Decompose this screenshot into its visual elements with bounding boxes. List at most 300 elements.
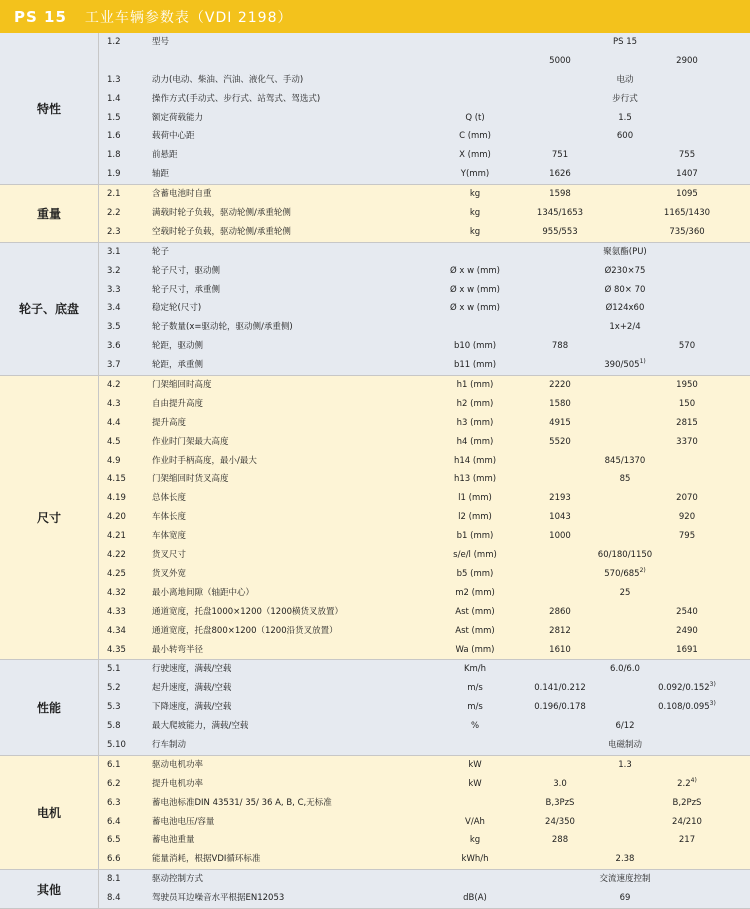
table-row [0, 775, 750, 794]
value-shared [500, 452, 750, 471]
spec-group [0, 870, 750, 909]
item-number: 6.3 [107, 797, 121, 808]
item-unit: b10 (mm) [453, 341, 497, 352]
item-number: 6.1 [107, 759, 121, 770]
value-text: 步行式 [612, 93, 638, 104]
footnote-mark: 1) [639, 358, 646, 366]
value-model-2900 [632, 433, 742, 452]
item-description: 轮子 [152, 246, 170, 257]
value-text: 3370 [676, 436, 698, 447]
item-description: 空载时轮子负载，驱动轮侧/承重轮侧 [152, 226, 291, 237]
footnote-mark: 2) [639, 567, 646, 575]
table-row [0, 603, 750, 622]
value-model-2900 [632, 146, 742, 165]
item-unit: Ast (mm) [455, 625, 495, 636]
model-title: PS 15 [14, 7, 67, 26]
item-number: 1.8 [107, 150, 121, 161]
table-row [0, 622, 750, 641]
item-number: 5.1 [107, 664, 121, 675]
table-row [0, 337, 750, 356]
item-unit: b5 (mm) [456, 568, 494, 579]
value-shared [500, 850, 750, 869]
value-text: 60/180/1150 [597, 550, 653, 561]
item-description: 作业时门架最大高度 [152, 436, 229, 447]
value-shared [500, 565, 750, 584]
table-row [0, 736, 750, 755]
item-unit: h1 (mm) [456, 380, 494, 391]
table-row [0, 52, 750, 71]
value-model-2900 [632, 337, 742, 356]
item-description: 蓄电池重量 [152, 835, 195, 846]
item-unit: Ast (mm) [455, 606, 495, 617]
value-model-5000: 1580 [549, 398, 571, 409]
value-model-5000: 4915 [549, 417, 571, 428]
spec-group [0, 376, 750, 660]
value-text: 2900 [676, 55, 698, 66]
item-unit: Ø x w (mm) [450, 284, 500, 295]
item-unit: h3 (mm) [456, 417, 494, 428]
item-unit: % [470, 721, 480, 732]
value-text: 845/1370 [604, 455, 646, 466]
item-unit: h4 (mm) [456, 436, 494, 447]
item-number: 6.4 [107, 816, 121, 827]
value-text: 1.3 [618, 759, 632, 770]
value-shared [500, 470, 750, 489]
value-shared [500, 33, 750, 52]
table-row [0, 395, 750, 414]
category-label: 其他 [0, 870, 99, 908]
item-number: 3.2 [107, 265, 121, 276]
table-row [0, 470, 750, 489]
item-number: 4.9 [107, 455, 121, 466]
table-row [0, 165, 750, 184]
value-shared [500, 546, 750, 565]
value-shared [500, 870, 750, 889]
value-text: 920 [678, 512, 696, 523]
spec-group [0, 756, 750, 870]
item-description: 轮子尺寸，承重侧 [152, 284, 221, 295]
value-text: 795 [678, 531, 696, 542]
item-unit: m2 (mm) [455, 587, 495, 598]
table-row [0, 870, 750, 889]
value-model-5000: 0.196/0.178 [534, 702, 586, 713]
value-text: 0.108/0.095 [658, 702, 710, 713]
value-model-2900 [632, 489, 742, 508]
item-number: 4.33 [107, 606, 126, 617]
item-number: 2.1 [107, 189, 121, 200]
value-text: 2.38 [615, 854, 635, 865]
value-model-5000: 1626 [549, 169, 571, 180]
item-number: 1.4 [107, 93, 121, 104]
value-text: 交流速度控制 [599, 874, 651, 885]
item-description: 货叉外宽 [152, 568, 187, 579]
value-model-2900 [632, 603, 742, 622]
item-description: 行驶速度，满载/空载 [152, 664, 232, 675]
item-number: 5.8 [107, 721, 121, 732]
item-description: 通道宽度，托盘800×1200（1200沿货叉放置） [152, 625, 338, 636]
value-text: 2070 [676, 493, 698, 504]
item-description: 前悬距 [152, 150, 178, 161]
value-text: 390/505 [604, 360, 640, 371]
item-description: 门架缩回时货叉高度 [152, 474, 229, 485]
table-row [0, 850, 750, 869]
value-text: 6.0/6.0 [610, 664, 640, 675]
item-description: 最大爬坡能力，满载/空载 [152, 721, 249, 732]
item-unit: dB(A) [463, 893, 487, 904]
item-unit: s/e/l (mm) [453, 550, 497, 561]
item-number: 1.2 [107, 37, 121, 47]
value-text: 217 [678, 835, 696, 846]
value-shared [500, 889, 750, 908]
value-text: 1950 [676, 380, 698, 391]
item-description: 型号 [152, 37, 170, 47]
table-row [0, 889, 750, 908]
item-unit: l1 (mm) [458, 493, 492, 504]
value-text: 电磁制动 [607, 739, 642, 750]
item-description: 能量消耗，根据VDI循环标准 [152, 854, 261, 865]
value-model-2900 [632, 508, 742, 527]
item-description: 作业时手柄高度，最小/最大 [152, 455, 257, 466]
value-model-2900 [632, 414, 742, 433]
value-shared [500, 736, 750, 755]
item-number: 4.15 [107, 474, 126, 485]
value-text: 2490 [676, 625, 698, 636]
value-text: 150 [678, 398, 696, 409]
value-model-2900 [632, 641, 742, 660]
value-text: 570 [678, 341, 696, 352]
table-row [0, 262, 750, 281]
table-row [0, 584, 750, 603]
value-text: 2540 [676, 606, 698, 617]
item-unit: m/s [467, 683, 483, 694]
item-description: 驾驶员耳边噪音水平根据EN12053 [152, 893, 285, 904]
value-model-5000: 751 [551, 150, 569, 161]
sheet-title: 工业车辆参数表（VDI 2198） [84, 9, 293, 26]
value-shared [500, 756, 750, 775]
category-label: 特性 [0, 33, 99, 184]
table-row [0, 641, 750, 660]
item-number: 2.2 [107, 208, 121, 219]
value-model-2900 [632, 395, 742, 414]
value-text: Ø230×75 [604, 265, 646, 276]
value-model-5000: 1000 [549, 531, 571, 542]
value-text: 聚氨酯(PU) [603, 246, 647, 257]
value-text: 24/210 [672, 816, 702, 827]
table-row [0, 185, 750, 204]
item-number: 4.32 [107, 587, 126, 598]
table-row [0, 698, 750, 717]
value-model-5000: 2812 [549, 625, 571, 636]
item-unit: h14 (mm) [453, 455, 497, 466]
table-row [0, 489, 750, 508]
table-row [0, 127, 750, 146]
value-shared [500, 318, 750, 337]
value-text: 1.5 [618, 112, 632, 123]
item-description: 门架缩回时高度 [152, 380, 212, 391]
value-model-2900 [632, 185, 742, 204]
value-shared [500, 243, 750, 262]
item-description: 车体宽度 [152, 531, 187, 542]
item-description: 起升速度，满载/空载 [152, 683, 232, 694]
item-number: 1.3 [107, 74, 121, 85]
item-description: 蓄电池电压/容量 [152, 816, 215, 827]
value-model-2900 [632, 376, 742, 395]
item-number: 3.1 [107, 246, 121, 257]
item-description: 提升高度 [152, 417, 187, 428]
table-row [0, 433, 750, 452]
table-row [0, 546, 750, 565]
item-number: 1.6 [107, 131, 121, 142]
value-model-5000: 288 [551, 835, 569, 846]
value-model-2900 [632, 204, 742, 223]
item-description: 自由提升高度 [152, 398, 204, 409]
item-description: 满载时轮子负载，驱动轮侧/承重轮侧 [152, 208, 291, 219]
item-description: 总体长度 [152, 493, 187, 504]
item-number: 6.6 [107, 854, 121, 865]
value-shared [500, 281, 750, 300]
value-text: 85 [619, 474, 631, 485]
item-number: 2.3 [107, 226, 121, 237]
table-row [0, 109, 750, 128]
item-number: 3.5 [107, 322, 121, 333]
item-number: 4.20 [107, 512, 126, 523]
value-text: Ø124x60 [605, 303, 645, 314]
table-row [0, 33, 750, 52]
value-model-5000: 2220 [549, 380, 571, 391]
item-number: 4.2 [107, 380, 121, 391]
item-unit: l2 (mm) [458, 512, 492, 523]
item-unit: b1 (mm) [456, 531, 494, 542]
item-unit: m/s [467, 702, 483, 713]
item-number: 5.10 [107, 739, 126, 750]
item-description: 最小转弯半径 [152, 644, 204, 655]
item-unit: kg [469, 208, 481, 219]
table-row [0, 223, 750, 242]
table-row [0, 660, 750, 679]
item-number: 4.25 [107, 568, 126, 579]
value-shared [500, 584, 750, 603]
table-row [0, 299, 750, 318]
item-description: 轴距 [152, 169, 170, 180]
table-row [0, 452, 750, 471]
item-unit: b11 (mm) [453, 360, 497, 371]
value-model-5000: 5000 [549, 55, 571, 66]
item-description: 稳定轮(尺寸) [152, 303, 202, 314]
item-number: 3.4 [107, 303, 121, 314]
item-unit: h2 (mm) [456, 398, 494, 409]
value-model-5000: 5520 [549, 436, 571, 447]
item-unit: kW [468, 759, 482, 770]
category-label: 尺寸 [0, 376, 99, 659]
item-description: 蓄电池标准DIN 43531/ 35/ 36 A, B, C,无标准 [152, 797, 332, 808]
item-number: 6.5 [107, 835, 121, 846]
item-number: 5.2 [107, 683, 121, 694]
value-model-5000: 2193 [549, 493, 571, 504]
item-number: 4.3 [107, 398, 121, 409]
value-model-2900 [632, 527, 742, 546]
table-row [0, 565, 750, 584]
item-number: 3.7 [107, 360, 121, 371]
item-description: 轮子尺寸，驱动侧 [152, 265, 221, 276]
value-model-5000: 0.141/0.212 [534, 683, 586, 694]
value-text: 0.092/0.152 [658, 683, 710, 694]
spec-group [0, 243, 750, 376]
value-model-5000: 24/350 [545, 816, 575, 827]
table-row [0, 794, 750, 813]
item-unit: h13 (mm) [453, 474, 497, 485]
category-label: 性能 [0, 660, 99, 754]
item-description: 行车制动 [152, 739, 187, 750]
table-row [0, 756, 750, 775]
item-description: 下降速度，满载/空载 [152, 702, 232, 713]
value-text: 电动 [616, 74, 634, 85]
category-label: 电机 [0, 756, 99, 869]
header-bar [0, 0, 750, 33]
value-model-5000: 2860 [549, 606, 571, 617]
spec-group [0, 33, 750, 185]
value-shared [500, 127, 750, 146]
item-description: 最小离地间隙（轴距中心） [152, 587, 255, 598]
value-model-5000: 3.0 [553, 778, 567, 789]
value-model-2900 [632, 52, 742, 71]
spec-group [0, 660, 750, 755]
table-row [0, 527, 750, 546]
item-unit: Y(mm) [460, 169, 490, 180]
item-unit: kg [469, 226, 481, 237]
value-text: 25 [619, 587, 631, 598]
footnote-mark: 4) [690, 776, 697, 784]
item-description: 轮距，承重侧 [152, 360, 204, 371]
table-row [0, 318, 750, 337]
table-row [0, 508, 750, 527]
value-model-2900 [632, 775, 742, 794]
item-description: 提升电机功率 [152, 778, 204, 789]
value-text: 570/685 [604, 568, 640, 579]
item-description: 额定荷载能力 [152, 112, 204, 123]
value-text: 2.2 [677, 778, 691, 789]
item-description: 动力(电动、柴油、汽油、液化气、手动) [152, 74, 304, 85]
value-text: PS 15 [612, 37, 638, 47]
value-shared [500, 660, 750, 679]
table-row [0, 679, 750, 698]
value-model-2900 [632, 698, 742, 717]
footnote-mark: 3) [709, 681, 716, 689]
value-shared [500, 71, 750, 90]
table-row [0, 71, 750, 90]
item-number: 4.4 [107, 417, 121, 428]
item-description: 通道宽度，托盘1000×1200（1200横货叉放置） [152, 606, 344, 617]
value-shared [500, 262, 750, 281]
value-model-5000: 1043 [549, 512, 571, 523]
value-model-5000: 1598 [549, 189, 571, 200]
spec-table [0, 33, 750, 909]
item-unit: kg [469, 189, 481, 200]
item-number: 4.34 [107, 625, 126, 636]
item-unit: Ø x w (mm) [450, 303, 500, 314]
value-model-5000: 1610 [549, 644, 571, 655]
value-shared [500, 299, 750, 318]
spec-group [0, 185, 750, 243]
footnote-mark: 3) [709, 700, 716, 708]
item-number: 4.5 [107, 436, 121, 447]
table-row [0, 90, 750, 109]
item-unit: kWh/h [461, 854, 489, 865]
value-text: 755 [678, 150, 696, 161]
value-model-5000: 955/553 [542, 226, 578, 237]
item-description: 轮子数量(x=驱动轮，驱动侧/承重侧) [152, 322, 293, 333]
value-text: 1095 [676, 189, 698, 200]
item-unit: C (mm) [459, 131, 491, 142]
table-row [0, 376, 750, 395]
item-unit: Km/h [463, 664, 487, 675]
item-description: 操作方式(手动式、步行式、站驾式、驾选式) [152, 93, 321, 104]
category-label: 重量 [0, 185, 99, 242]
item-number: 8.4 [107, 893, 121, 904]
value-model-2900 [632, 622, 742, 641]
value-model-2900 [632, 165, 742, 184]
item-description: 货叉尺寸 [152, 550, 187, 561]
table-row [0, 281, 750, 300]
table-row [0, 204, 750, 223]
value-text: Ø 80× 70 [604, 284, 646, 295]
table-row [0, 356, 750, 375]
item-number: 6.2 [107, 778, 121, 789]
value-shared [500, 90, 750, 109]
value-text: 735/360 [669, 226, 705, 237]
value-model-2900 [632, 679, 742, 698]
item-unit: Wa (mm) [455, 644, 495, 655]
value-text: 1407 [676, 169, 698, 180]
value-text: 1x+2/4 [609, 322, 641, 333]
item-description: 轮距，驱动侧 [152, 341, 204, 352]
value-text: 1691 [676, 644, 698, 655]
value-shared [500, 717, 750, 736]
item-description: 载荷中心距 [152, 131, 195, 142]
item-number: 4.35 [107, 644, 126, 655]
item-number: 3.3 [107, 284, 121, 295]
value-model-2900 [632, 813, 742, 832]
item-unit: kg [469, 835, 481, 846]
value-model-5000: B,3PzS [545, 797, 575, 808]
category-label: 轮子、底盘 [0, 243, 99, 375]
item-unit: Q (t) [465, 112, 485, 123]
item-number: 4.19 [107, 493, 126, 504]
value-text: 2815 [676, 417, 698, 428]
value-text: B,2PzS [672, 797, 702, 808]
item-unit: X (mm) [459, 150, 491, 161]
item-number: 5.3 [107, 702, 121, 713]
value-text: 1165/1430 [663, 208, 711, 219]
item-number: 8.1 [107, 874, 121, 885]
item-number: 1.9 [107, 169, 121, 180]
value-text: 69 [619, 893, 631, 904]
value-shared [500, 109, 750, 128]
table-row [0, 146, 750, 165]
value-text: 6/12 [615, 721, 635, 732]
item-description: 车体长度 [152, 512, 187, 523]
item-number: 3.6 [107, 341, 121, 352]
table-row [0, 831, 750, 850]
value-model-5000: 1345/1653 [536, 208, 584, 219]
value-model-2900 [632, 831, 742, 850]
value-model-2900 [632, 223, 742, 242]
value-text: 600 [616, 131, 634, 142]
table-row [0, 813, 750, 832]
item-unit: V/Ah [465, 816, 485, 827]
item-description: 驱动电机功率 [152, 759, 204, 770]
item-unit: Ø x w (mm) [450, 265, 500, 276]
item-number: 4.21 [107, 531, 126, 542]
